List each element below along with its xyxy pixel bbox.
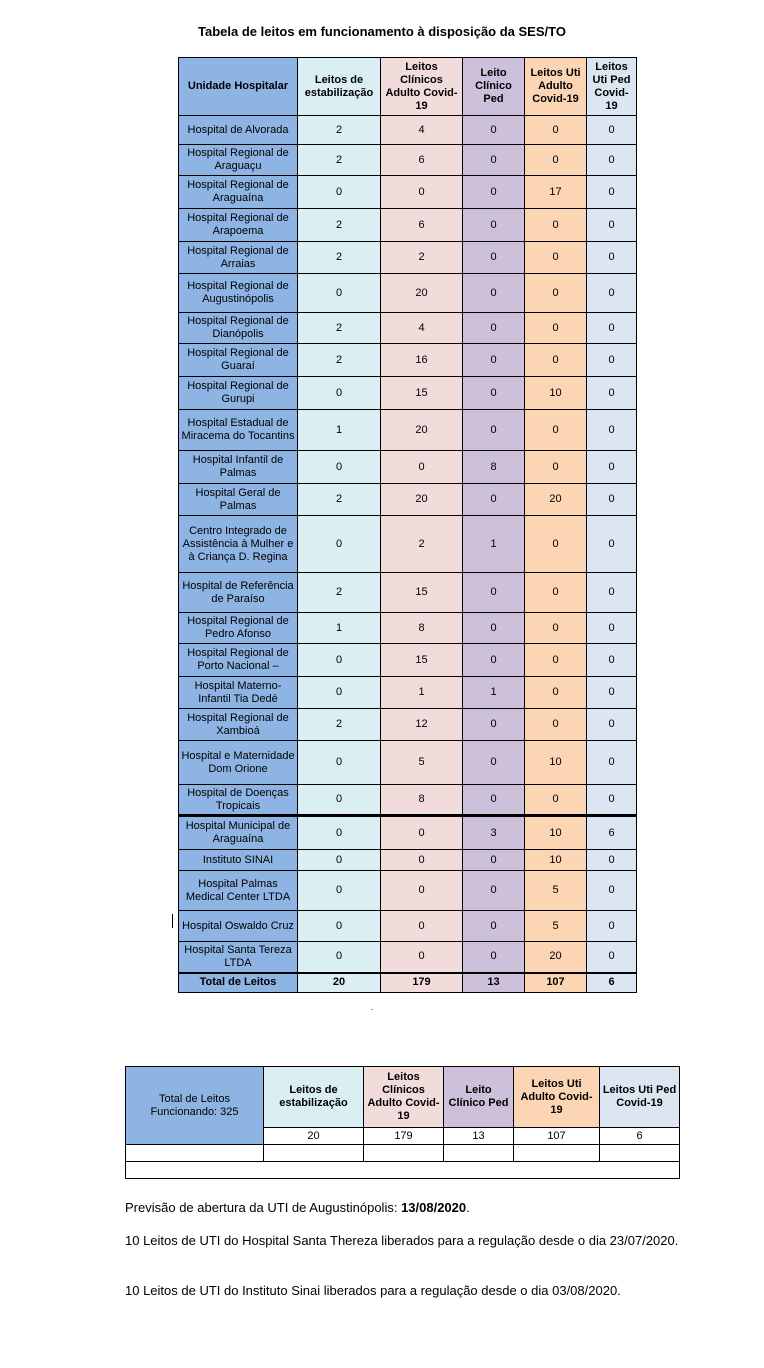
row-unit: Hospital e Maternidade Dom Orione <box>179 741 298 785</box>
row-stabilization: 0 <box>298 741 381 785</box>
row-clinical-ped: 3 <box>463 816 525 850</box>
row-uti-adult: 0 <box>525 677 587 709</box>
row-unit: Hospital Regional de Dianópolis <box>179 313 298 344</box>
row-clinical-ped: 0 <box>463 176 525 209</box>
header-stabilization: Leitos de estabilização <box>298 58 381 116</box>
summary-table <box>125 1066 680 1179</box>
row-clinical-adult: 20 <box>381 484 463 516</box>
row-unit: Hospital Estadual de Miracema do Tocantins <box>179 410 298 451</box>
row-unit: Hospital Regional de Araguaçu <box>179 145 298 176</box>
totals-label: Total de Leitos <box>179 973 298 993</box>
row-uti-ped: 0 <box>587 451 637 484</box>
row-stabilization: 0 <box>298 377 381 410</box>
row-unit: Instituto SINAI <box>179 850 298 871</box>
row-unit: Hospital Santa Tereza LTDA <box>179 942 298 973</box>
row-unit: Hospital Regional de Araguaína <box>179 176 298 209</box>
row-uti-ped: 0 <box>587 274 637 313</box>
row-stabilization: 2 <box>298 709 381 741</box>
row-uti-ped: 0 <box>587 613 637 644</box>
row-clinical-ped: 0 <box>463 741 525 785</box>
row-clinical-ped: 0 <box>463 344 525 377</box>
row-uti-adult: 20 <box>525 484 587 516</box>
row-stabilization: 0 <box>298 451 381 484</box>
summary-value-uti-ped: 6 <box>600 1128 680 1145</box>
row-stabilization: 1 <box>298 613 381 644</box>
row-uti-adult: 0 <box>525 451 587 484</box>
row-clinical-adult: 20 <box>381 274 463 313</box>
row-uti-adult: 5 <box>525 911 587 942</box>
row-uti-adult: 0 <box>525 785 587 816</box>
header-unit: Unidade Hospitalar <box>179 58 298 116</box>
table-row <box>179 785 637 816</box>
row-clinical-ped: 1 <box>463 516 525 573</box>
row-unit: Hospital Geral de Palmas <box>179 484 298 516</box>
row-clinical-ped: 1 <box>463 677 525 709</box>
row-stabilization: 0 <box>298 850 381 871</box>
row-clinical-adult: 4 <box>381 313 463 344</box>
table-row <box>179 709 637 741</box>
row-stabilization: 1 <box>298 410 381 451</box>
row-clinical-ped: 0 <box>463 377 525 410</box>
row-stabilization: 0 <box>298 816 381 850</box>
row-stabilization: 2 <box>298 573 381 613</box>
row-unit: Hospital de Doenças Tropicais <box>179 785 298 816</box>
row-stabilization: 2 <box>298 242 381 274</box>
header-uti-adult: Leitos Uti Adulto Covid-19 <box>525 58 587 116</box>
row-clinical-adult: 0 <box>381 176 463 209</box>
row-uti-adult: 0 <box>525 344 587 377</box>
table-row <box>179 816 637 850</box>
row-stabilization: 0 <box>298 644 381 677</box>
row-uti-adult: 0 <box>525 242 587 274</box>
row-unit: Hospital Regional de Xambioá <box>179 709 298 741</box>
row-unit: Hospital Infantil de Palmas <box>179 451 298 484</box>
row-unit: Centro Integrado de Assistência à Mulher e à Criança D. Regina <box>179 516 298 573</box>
row-clinical-adult: 16 <box>381 344 463 377</box>
table-row <box>179 451 637 484</box>
row-uti-adult: 0 <box>525 516 587 573</box>
row-stabilization: 2 <box>298 344 381 377</box>
row-stabilization: 0 <box>298 911 381 942</box>
row-stabilization: 2 <box>298 145 381 176</box>
summary-header-uti-ped: Leitos Uti Ped Covid-19 <box>600 1067 680 1128</box>
row-uti-ped: 0 <box>587 145 637 176</box>
row-unit: Hospital de Alvorada <box>179 116 298 145</box>
table-row <box>179 116 637 145</box>
row-stabilization: 2 <box>298 209 381 242</box>
row-uti-adult: 0 <box>525 274 587 313</box>
table-row <box>179 274 637 313</box>
row-clinical-adult: 2 <box>381 242 463 274</box>
row-unit: Hospital Regional de Gurupi <box>179 377 298 410</box>
row-uti-ped: 0 <box>587 176 637 209</box>
row-clinical-adult: 0 <box>381 871 463 911</box>
row-uti-adult: 0 <box>525 709 587 741</box>
table-row <box>179 176 637 209</box>
row-uti-ped: 0 <box>587 242 637 274</box>
row-clinical-adult: 0 <box>381 451 463 484</box>
row-stabilization: 0 <box>298 942 381 973</box>
row-unit: Hospital de Referência de Paraíso <box>179 573 298 613</box>
row-uti-ped: 0 <box>587 116 637 145</box>
row-uti-adult: 0 <box>525 313 587 344</box>
row-uti-adult: 20 <box>525 942 587 973</box>
row-unit: Hospital Oswaldo Cruz <box>179 911 298 942</box>
total-clinical-adult: 179 <box>381 973 463 993</box>
row-clinical-adult: 6 <box>381 145 463 176</box>
row-unit: Hospital Regional de Arapoema <box>179 209 298 242</box>
row-clinical-ped: 8 <box>463 451 525 484</box>
row-unit: Hospital Regional de Porto Nacional – <box>179 644 298 677</box>
row-clinical-ped: 0 <box>463 242 525 274</box>
row-clinical-ped: 0 <box>463 850 525 871</box>
row-clinical-ped: 0 <box>463 871 525 911</box>
row-stabilization: 2 <box>298 116 381 145</box>
row-stabilization: 0 <box>298 176 381 209</box>
row-uti-ped: 0 <box>587 209 637 242</box>
summary-header-clinical-adult: Leitos Clínicos Adulto Covid-19 <box>364 1067 444 1128</box>
row-clinical-adult: 0 <box>381 911 463 942</box>
summary-value-uti-adult: 107 <box>514 1128 600 1145</box>
table-body <box>179 116 637 973</box>
row-uti-ped: 0 <box>587 377 637 410</box>
table-row <box>179 942 637 973</box>
summary-total-label: Total de Leitos Funcionando: 325 <box>126 1067 264 1145</box>
row-unit: Hospital Regional de Pedro Afonso <box>179 613 298 644</box>
row-stabilization: 0 <box>298 785 381 816</box>
row-stabilization: 0 <box>298 274 381 313</box>
row-clinical-adult: 1 <box>381 677 463 709</box>
row-clinical-ped: 0 <box>463 942 525 973</box>
summary-value-stabilization: 20 <box>264 1128 364 1145</box>
table-row <box>179 410 637 451</box>
row-clinical-ped: 0 <box>463 116 525 145</box>
row-stabilization: 2 <box>298 313 381 344</box>
row-unit: Hospital Materno-Infantil Tia Dedé <box>179 677 298 709</box>
row-uti-ped: 0 <box>587 677 637 709</box>
row-uti-adult: 0 <box>525 644 587 677</box>
table-row <box>179 644 637 677</box>
summary-header-stabilization: Leitos de estabilização <box>264 1067 364 1128</box>
note-1-text: Previsão de abertura da UTI de Augustinópolis: <box>125 1200 402 1215</box>
row-uti-adult: 0 <box>525 573 587 613</box>
row-unit: Hospital Regional de Guaraí <box>179 344 298 377</box>
row-uti-adult: 0 <box>525 613 587 644</box>
table-row <box>179 850 637 871</box>
row-clinical-ped: 0 <box>463 410 525 451</box>
row-uti-ped: 0 <box>587 785 637 816</box>
table-row <box>179 242 637 274</box>
table-row <box>179 377 637 410</box>
row-uti-ped: 0 <box>587 942 637 973</box>
header-clinical-adult: Leitos Clínicos Adulto Covid-19 <box>381 58 463 116</box>
table-row <box>179 677 637 709</box>
beds-table <box>178 57 637 993</box>
table-row <box>179 484 637 516</box>
row-clinical-adult: 2 <box>381 516 463 573</box>
total-clinical-ped: 13 <box>463 973 525 993</box>
row-uti-ped: 0 <box>587 644 637 677</box>
summary-empty-row <box>126 1162 680 1179</box>
row-clinical-adult: 15 <box>381 644 463 677</box>
summary-header-clinical-ped: Leito Clínico Ped <box>444 1067 514 1128</box>
row-uti-ped: 0 <box>587 871 637 911</box>
table-row <box>179 145 637 176</box>
row-clinical-ped: 0 <box>463 209 525 242</box>
row-clinical-ped: 0 <box>463 313 525 344</box>
row-uti-adult: 10 <box>525 377 587 410</box>
total-uti-adult: 107 <box>525 973 587 993</box>
row-uti-adult: 10 <box>525 816 587 850</box>
row-unit: Hospital Palmas Medical Center LTDA <box>179 871 298 911</box>
table-row <box>179 209 637 242</box>
row-uti-ped: 0 <box>587 344 637 377</box>
text-cursor-mark <box>172 914 173 928</box>
row-uti-adult: 0 <box>525 209 587 242</box>
table-row <box>179 313 637 344</box>
row-uti-adult: 5 <box>525 871 587 911</box>
note-instituto-sinai: 10 Leitos de UTI do Instituto Sinai liberados para a regulação desde o dia 03/08/2020. <box>125 1283 621 1298</box>
header-uti-ped: Leitos Uti Ped Covid-19 <box>587 58 637 116</box>
row-unit: Hospital Regional de Augustinópolis <box>179 274 298 313</box>
table-row <box>179 344 637 377</box>
row-uti-ped: 0 <box>587 911 637 942</box>
row-clinical-ped: 0 <box>463 274 525 313</box>
row-clinical-ped: 0 <box>463 145 525 176</box>
row-clinical-ped: 0 <box>463 613 525 644</box>
row-uti-adult: 10 <box>525 741 587 785</box>
table-row <box>179 573 637 613</box>
table-row <box>179 871 637 911</box>
row-uti-adult: 0 <box>525 116 587 145</box>
note-1-date: 13/08/2020 <box>401 1200 467 1215</box>
row-clinical-adult: 0 <box>381 942 463 973</box>
row-uti-ped: 0 <box>587 709 637 741</box>
row-clinical-adult: 8 <box>381 613 463 644</box>
row-clinical-ped: 0 <box>463 911 525 942</box>
row-clinical-ped: 0 <box>463 484 525 516</box>
summary-header-uti-adult: Leitos Uti Adulto Covid-19 <box>514 1067 600 1128</box>
row-uti-adult: 17 <box>525 176 587 209</box>
row-clinical-adult: 12 <box>381 709 463 741</box>
header-clinical-ped: Leito Clínico Ped <box>463 58 525 116</box>
row-clinical-adult: 6 <box>381 209 463 242</box>
row-uti-ped: 0 <box>587 484 637 516</box>
row-unit: Hospital Regional de Arraias <box>179 242 298 274</box>
row-clinical-adult: 15 <box>381 573 463 613</box>
table-row <box>179 911 637 942</box>
row-stabilization: 2 <box>298 484 381 516</box>
row-clinical-adult: 8 <box>381 785 463 816</box>
table-header-row <box>179 58 637 116</box>
row-uti-adult: 0 <box>525 410 587 451</box>
page-title: Tabela de leitos em funcionamento à disposição da SES/TO <box>198 24 566 39</box>
row-unit: Hospital Municipal de Araguaína <box>179 816 298 850</box>
row-uti-ped: 0 <box>587 313 637 344</box>
row-clinical-adult: 4 <box>381 116 463 145</box>
summary-header-row <box>126 1067 680 1128</box>
row-stabilization: 0 <box>298 516 381 573</box>
row-uti-ped: 0 <box>587 573 637 613</box>
row-clinical-adult: 20 <box>381 410 463 451</box>
row-clinical-ped: 0 <box>463 644 525 677</box>
totals-row <box>179 973 637 993</box>
table-row <box>179 741 637 785</box>
row-uti-ped: 0 <box>587 516 637 573</box>
row-clinical-ped: 0 <box>463 785 525 816</box>
summary-empty-row <box>126 1145 680 1162</box>
note-1-suffix: . <box>466 1200 470 1215</box>
row-clinical-adult: 5 <box>381 741 463 785</box>
stray-dot <box>371 1009 373 1010</box>
note-santa-thereza: 10 Leitos de UTI do Hospital Santa Thereza liberados para a regulação desde o dia 23/07/2020. <box>125 1233 679 1248</box>
table-row <box>179 516 637 573</box>
summary-value-clinical-adult: 179 <box>364 1128 444 1145</box>
row-clinical-adult: 0 <box>381 816 463 850</box>
summary-value-clinical-ped: 13 <box>444 1128 514 1145</box>
note-augustinopolis <box>125 1199 685 1216</box>
row-clinical-ped: 0 <box>463 709 525 741</box>
row-stabilization: 0 <box>298 871 381 911</box>
row-uti-ped: 0 <box>587 850 637 871</box>
row-uti-adult: 10 <box>525 850 587 871</box>
row-clinical-adult: 0 <box>381 850 463 871</box>
row-uti-adult: 0 <box>525 145 587 176</box>
row-uti-ped: 0 <box>587 410 637 451</box>
table-row <box>179 613 637 644</box>
total-stabilization: 20 <box>298 973 381 993</box>
total-uti-ped: 6 <box>587 973 637 993</box>
row-clinical-ped: 0 <box>463 573 525 613</box>
row-uti-ped: 6 <box>587 816 637 850</box>
row-clinical-adult: 15 <box>381 377 463 410</box>
row-stabilization: 0 <box>298 677 381 709</box>
row-uti-ped: 0 <box>587 741 637 785</box>
